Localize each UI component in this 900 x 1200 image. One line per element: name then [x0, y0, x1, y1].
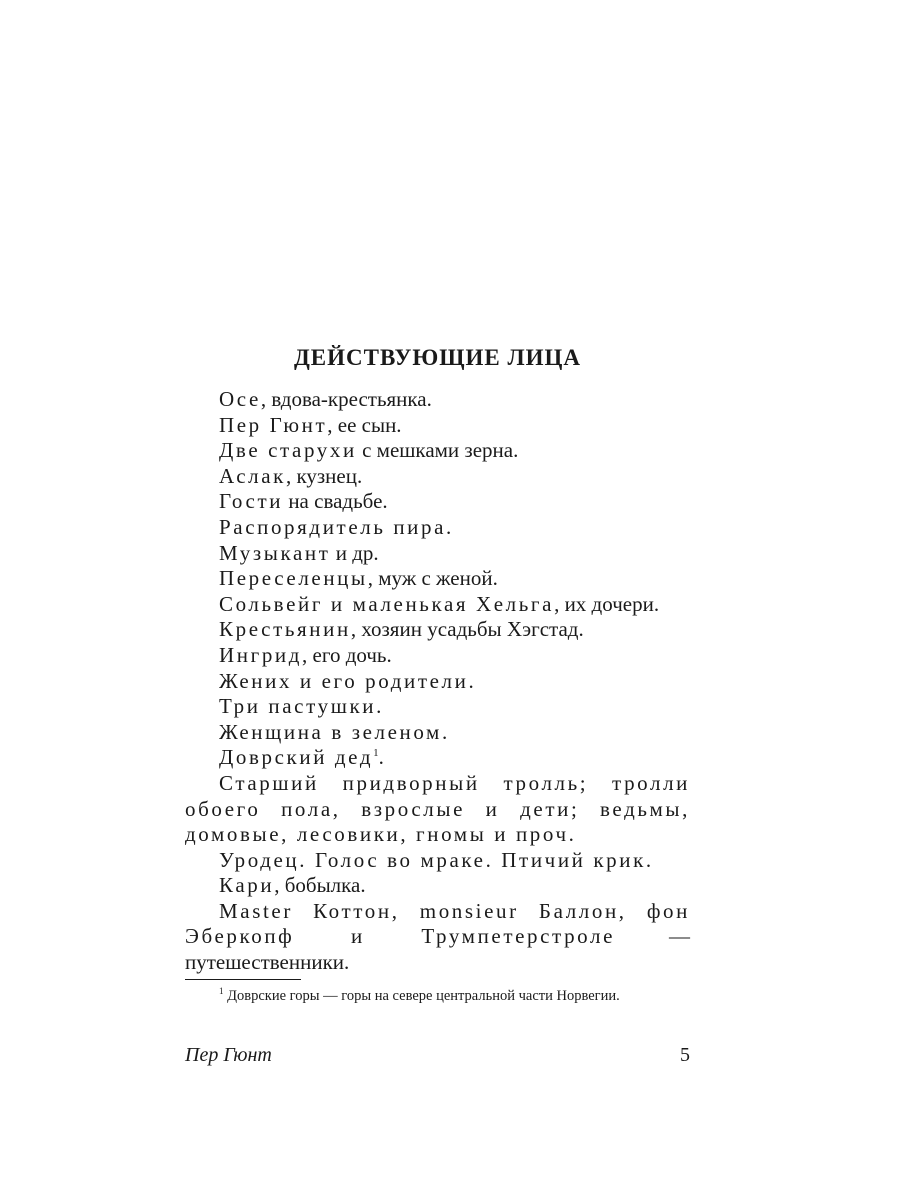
character-description: . [441, 719, 448, 744]
character-description: , вдова-крестьянка. [260, 387, 432, 411]
cast-entry [185, 387, 690, 413]
character-name: Две старухи [219, 438, 357, 463]
character-description: с мешками зерна. [356, 438, 519, 463]
character-description: . [378, 745, 384, 770]
cast-entry [185, 592, 690, 618]
cast-entry [185, 541, 690, 567]
footnote-text: Доврские горы — горы на севере центральной части Норвегии. [227, 988, 620, 1004]
character-name: Ингрид [219, 642, 303, 667]
character-description: и др. [330, 540, 379, 565]
cast-entry [185, 413, 690, 439]
character-description: . [568, 822, 574, 847]
character-description: . [468, 668, 474, 693]
character-name: Крестьянин [219, 617, 351, 642]
cast-entry [185, 464, 690, 490]
character-name: Кари [219, 873, 275, 898]
cast-entry [185, 745, 690, 771]
character-description: , ее сын. [327, 412, 402, 437]
cast-entry [185, 489, 690, 515]
footnote-mark: 1 [219, 986, 224, 997]
footnote [185, 986, 690, 1006]
character-description: , кузнец. [285, 463, 363, 488]
cast-entry [185, 566, 690, 592]
cast-entry [185, 899, 690, 976]
character-name: Женщина в зеленом [219, 719, 442, 744]
character-name: Старший придворный тролль; тролли обоего пола, взрослые и дети; ведьмы, домовые, лесовики, гномы и проч [185, 770, 690, 847]
page-number: 5 [680, 1044, 690, 1066]
character-name: Жених и его родители [219, 668, 469, 693]
character-description: , бобылка. [274, 873, 366, 898]
character-description: . [446, 514, 452, 539]
character-name: Сольвейг и маленькая Хельга [219, 591, 555, 616]
character-description: на свадьбе. [283, 489, 388, 514]
footnote-reference: 1 [373, 747, 379, 760]
footnote-divider [185, 979, 301, 980]
character-name: Гости [219, 489, 284, 514]
cast-entry [185, 771, 690, 848]
cast-entry [185, 720, 690, 746]
character-name: Осе [219, 387, 261, 411]
cast-entry [185, 515, 690, 541]
character-description: , их дочери. [554, 591, 660, 616]
page-title: ДЕЙСТВУЮЩИЕ ЛИЦА [293, 345, 582, 370]
character-description: , муж с женой. [367, 566, 498, 591]
cast-entry [185, 643, 690, 669]
character-description: . [376, 694, 382, 719]
cast-entry [185, 438, 690, 464]
character-name: Master Коттон, monsieur Баллон, фон Эберкопф и Трумпетерстроле [185, 898, 690, 949]
character-name: Распорядитель пира [219, 514, 447, 539]
character-name: Три пастушки [219, 694, 377, 719]
character-name: Доврский дед [219, 745, 374, 770]
character-name: Уродец. Голос во мраке. Птичий крик [219, 847, 646, 872]
character-name: Музыкант [219, 540, 331, 565]
cast-entry [185, 848, 690, 874]
character-description: . [645, 847, 652, 872]
character-description: , его дочь. [302, 642, 392, 667]
cast-entry [185, 694, 690, 720]
character-name: Переселенцы [219, 566, 368, 591]
cast-entry [185, 669, 690, 695]
character-description: , хозяин усадьбы Хэгстад. [350, 617, 584, 642]
cast-entry [185, 617, 690, 643]
cast-list [185, 387, 690, 976]
character-description: — путешественники. [185, 924, 690, 975]
cast-entry [185, 873, 690, 899]
running-title: Пер Гюнт [185, 1044, 272, 1066]
character-name: Аслак [219, 463, 286, 488]
character-name: Пер Гюнт [219, 412, 328, 437]
